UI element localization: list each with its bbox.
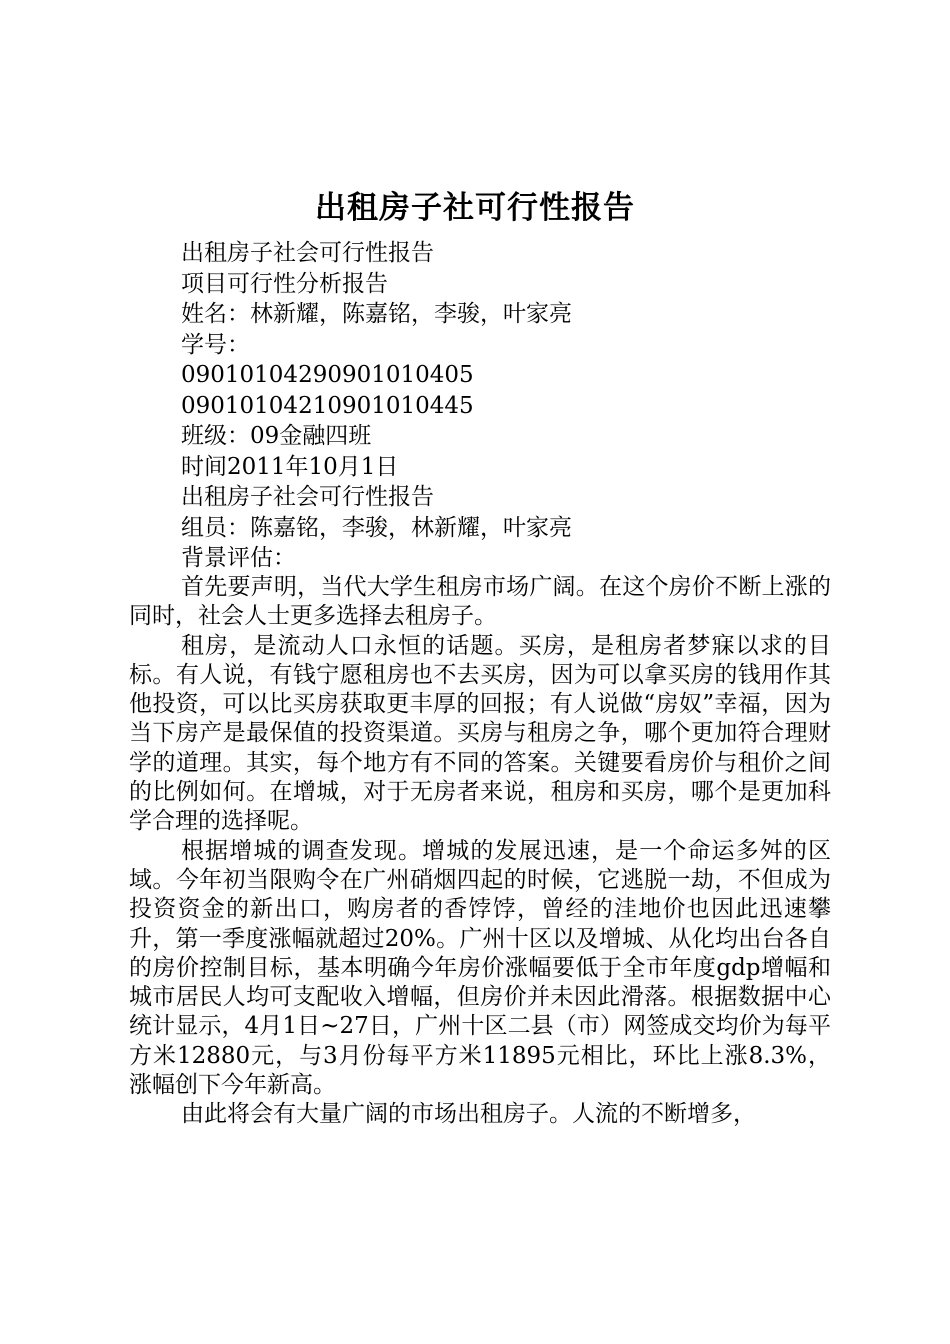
- meta-line-names: 姓名：林新耀，陈嘉铭，李骏，叶家亮: [181, 301, 572, 327]
- meta-line-report-name: 出租房子社会可行性报告: [181, 240, 434, 266]
- document-body: [129, 573, 831, 1130]
- document-title: 出租房子社可行性报告: [315, 190, 635, 226]
- meta-line-class: 班级：09金融四班: [181, 423, 372, 449]
- meta-line-student-id-2: 09010104210901010445: [181, 392, 474, 419]
- meta-line-student-id-1: 09010104290901010405: [181, 362, 474, 388]
- meta-line-background-heading: 背景评估：: [181, 545, 296, 571]
- body-paragraph: 根据增城的调查发现。增城的发展迅速，是一个命运多舛的区域。今年初当限购令在广州硝烟四起的时候，它逃脱一劫，不但成为投资资金的新出口，购房者的香饽饽，曾经的洼地价也因此迅速攀升，第一季度涨幅就超过20%。广州十区以及增城、从化均出台各自的房价控制目标，基本明确今年房价涨幅要低于全市年度gdp增幅和城市居民人均可支配收入增幅，但房价并未因此滑落。根据数据中心统计显示，4月1日~27日，广州十区二县（市）网签成交均价为每平方米12880元，与3月份每平方米11895元相比，环比上涨8.3%，涨幅创下今年新高。: [129, 837, 831, 1099]
- body-paragraph: 由此将会有大量广阔的市场出租房子。人流的不断增多，: [181, 1101, 756, 1128]
- meta-line-report-name-2: 出租房子社会可行性报告: [181, 484, 434, 510]
- meta-line-members: 组员：陈嘉铭，李骏，林新耀，叶家亮: [181, 514, 572, 541]
- body-paragraph: 租房，是流动人口永恒的话题。买房，是租房者梦寐以求的目标。有人说，有钱宁愿租房也不去买房，因为可以拿买房的钱用作其他投资，可以比买房获取更丰厚的回报；有人说做“房奴”幸福，因为当下房产是最保值的投资渠道。买房与租房之争，哪个更加符合理财学的道理。其实，每个地方有不同的答案。关键要看房价与租价之间的比例如何。在增城，对于无房者来说，租房和买房，哪个是更加科学合理的选择呢。: [129, 632, 831, 835]
- meta-line-project: 项目可行性分析报告: [181, 270, 388, 297]
- meta-line-student-id-label: 学号：: [181, 331, 250, 358]
- body-paragraph: 首先要声明，当代大学生租房市场广阔。在这个房价不断上涨的同时，社会人士更多选择去租房子。: [129, 574, 831, 630]
- meta-line-date: 时间2011年10月1日: [181, 453, 399, 480]
- document-meta: [181, 238, 841, 574]
